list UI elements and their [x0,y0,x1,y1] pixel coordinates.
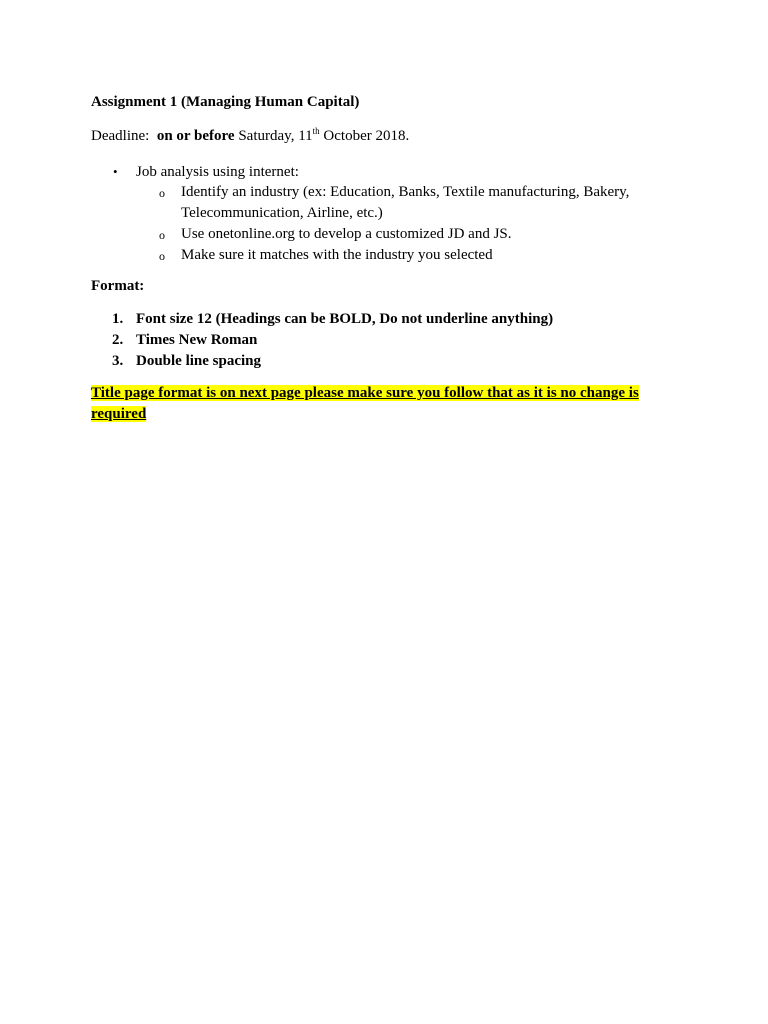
deadline-label: Deadline: [91,128,150,144]
bullet-marker: • [113,164,118,179]
sub-bullet-marker: o [159,249,165,263]
title-page-notice [91,383,651,425]
format-heading: Format: [91,278,145,294]
list-item [91,351,651,372]
deadline-line [91,126,409,146]
list-item [91,330,651,351]
sub-bullet-marker: o [159,228,165,242]
sub-bullet-marker: o [159,186,165,200]
sub-item-text: Make sure it matches with the industry you selected [181,247,493,263]
list-item-text: Times New Roman [136,332,258,348]
assignment-title: Assignment 1 (Managing Human Capital) [91,94,360,110]
deadline-ordinal: th [312,126,320,136]
list-item [91,309,651,330]
sub-list-item [91,182,651,224]
deadline-date [238,128,409,144]
list-number: 3. [112,353,124,369]
list-number: 2. [112,332,124,348]
sub-item-text: Identify an industry (ex: Education, Banks, Textile manufacturing, Bakery, Telecommunication, Airline, etc.) [181,184,630,221]
deadline-month-year: October 2018. [323,128,410,144]
deadline-day: Saturday, 11 [238,128,313,144]
format-list [91,309,651,372]
sub-item-text: Use onetonline.org to develop a customized JD and JS. [181,226,512,242]
deadline-emphasis: on or before [156,128,235,144]
list-number: 1. [112,311,124,327]
sub-list-item [91,224,651,245]
bullet-text: Job analysis using internet: [136,164,299,180]
list-item [91,162,651,182]
list-item-text: Font size 12 (Headings can be BOLD, Do not underline anything) [136,311,554,327]
bullet-list [91,162,651,266]
list-item-text: Double line spacing [136,353,262,369]
highlighted-notice-text: Title page format is on next page please make sure you follow that as it is no change is required [91,385,639,422]
sub-list-item [91,245,651,266]
